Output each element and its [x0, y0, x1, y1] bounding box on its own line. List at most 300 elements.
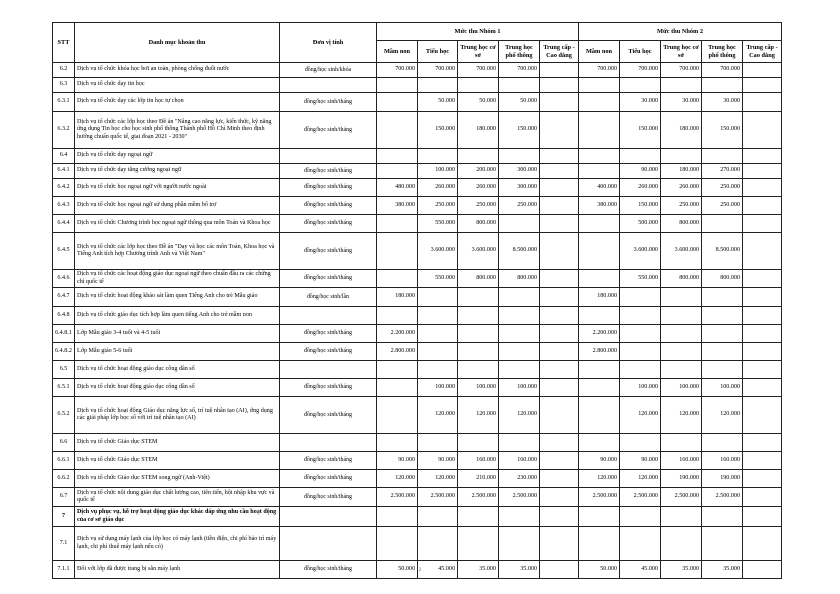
row-fee-group-1: 200.000 [458, 164, 499, 179]
row-stt: 7.1.1 [53, 561, 75, 579]
table-row [53, 527, 782, 561]
row-fee-group-2 [743, 343, 782, 361]
header-level-g1: Trung cấp - Cao đẳng [540, 41, 579, 63]
row-fee-group-1: 550.000 [418, 270, 458, 288]
row-fee-group-2 [620, 507, 661, 527]
row-fee-group-2 [743, 325, 782, 343]
row-stt: 6.4.2 [53, 179, 75, 197]
row-name: Dịch vụ tổ chức học ngoại ngữ với người nước ngoài [75, 179, 280, 197]
table-row [53, 93, 782, 112]
row-fee-group-2 [579, 78, 620, 93]
row-stt: 6.4.8.1 [53, 325, 75, 343]
row-stt: 6.4.7 [53, 288, 75, 307]
row-fee-group-2: 100.000 [702, 379, 743, 397]
row-stt: 6.4.4 [53, 215, 75, 233]
row-fee-group-1 [540, 307, 579, 325]
row-fee-group-1: 2.500.000 [377, 488, 418, 507]
row-fee-group-2: 35.000 [702, 561, 743, 579]
row-fee-group-1: 2.800.000 [377, 343, 418, 361]
row-fee-group-1 [540, 63, 579, 78]
row-fee-group-2 [661, 434, 702, 452]
row-fee-group-2: 120.000 [661, 397, 702, 434]
row-fee-group-1 [458, 361, 499, 379]
row-fee-group-1 [540, 470, 579, 488]
row-fee-group-1 [458, 149, 499, 164]
row-unit: đồng/học sinh/lần [280, 288, 377, 307]
row-fee-group-1: 35.000 [458, 561, 499, 579]
row-fee-group-2: 190.000 [702, 470, 743, 488]
row-fee-group-1 [499, 78, 540, 93]
row-fee-group-2: 180.000 [579, 288, 620, 307]
row-fee-group-1: 100.000 [458, 379, 499, 397]
header-name: Danh mục khoản thu [75, 23, 280, 63]
row-fee-group-2: 120.000 [702, 397, 743, 434]
table-row [53, 397, 782, 434]
row-fee-group-1 [499, 307, 540, 325]
row-fee-group-1: 230.000 [499, 470, 540, 488]
row-fee-group-2: 250.000 [702, 179, 743, 197]
row-fee-group-1 [458, 507, 499, 527]
row-fee-group-2: 35.000 [661, 561, 702, 579]
row-fee-group-2: 90.000 [579, 452, 620, 470]
row-fee-group-2: 250.000 [702, 197, 743, 215]
row-fee-group-2: 3.600.000 [661, 233, 702, 270]
row-fee-group-1 [540, 197, 579, 215]
row-fee-group-2 [702, 361, 743, 379]
row-unit: đồng/học sinh/tháng [280, 343, 377, 361]
row-fee-group-1 [377, 215, 418, 233]
row-fee-group-2 [579, 397, 620, 434]
row-fee-group-2: 90.000 [620, 164, 661, 179]
row-fee-group-2 [661, 325, 702, 343]
row-fee-group-1 [540, 527, 579, 561]
row-fee-group-2: 270.000 [702, 164, 743, 179]
row-fee-group-2: 2.500.000 [620, 488, 661, 507]
row-fee-group-2 [702, 527, 743, 561]
row-fee-group-1: 120.000 [458, 397, 499, 434]
row-fee-group-1: 260.000 [458, 179, 499, 197]
row-unit: đồng/học sinh/tháng [280, 164, 377, 179]
row-fee-group-2 [743, 288, 782, 307]
row-fee-group-2: 3.600.000 [620, 233, 661, 270]
row-fee-group-2: 30.000 [661, 93, 702, 112]
page-number: 2 [418, 568, 422, 573]
row-fee-group-1: 250.000 [499, 197, 540, 215]
table-row [53, 452, 782, 470]
header-group-1: Mức thu Nhóm 1 [377, 23, 579, 41]
row-name: Dịch vụ tổ chức Giáo dục STEM [75, 452, 280, 470]
row-stt: 6.3.1 [53, 93, 75, 112]
row-fee-group-1 [499, 325, 540, 343]
row-fee-group-1: 100.000 [499, 379, 540, 397]
row-fee-group-2 [620, 434, 661, 452]
header-level-g2: Trung học phổ thông [702, 41, 743, 63]
row-fee-group-2 [743, 149, 782, 164]
row-fee-group-1 [499, 149, 540, 164]
row-fee-group-2: 120.000 [620, 397, 661, 434]
row-unit: đồng/học sinh/tháng [280, 112, 377, 149]
header-unit: Đơn vị tính [280, 23, 377, 63]
row-fee-group-2 [620, 361, 661, 379]
header-level-g2: Trung cấp - Cao đẳng [743, 41, 782, 63]
row-stt: 6.4.6 [53, 270, 75, 288]
row-fee-group-1 [418, 434, 458, 452]
row-fee-group-2 [743, 507, 782, 527]
row-fee-group-1: 2.500.000 [499, 488, 540, 507]
row-fee-group-2 [702, 307, 743, 325]
table-row [53, 379, 782, 397]
row-name: Dịch vụ tổ chức hoạt động khảo sát làm quen Tiếng Anh cho trẻ Mẫu giáo [75, 288, 280, 307]
table-row [53, 63, 782, 78]
row-fee-group-1 [540, 379, 579, 397]
row-fee-group-2 [743, 78, 782, 93]
table-row [53, 361, 782, 379]
row-fee-group-2 [743, 397, 782, 434]
header-level-g1: Mầm non [377, 41, 418, 63]
row-fee-group-1 [540, 215, 579, 233]
row-name: Dịch vụ tổ chức Giáo dục STEM [75, 434, 280, 452]
row-name: Dịch vụ tổ chức hoạt động giáo dục công dân số [75, 361, 280, 379]
row-fee-group-2: 2.800.000 [579, 343, 620, 361]
row-name: Dịch vụ tổ chức giáo dục tích hợp làm quen tiếng Anh cho trẻ mầm non [75, 307, 280, 325]
row-fee-group-1: 250.000 [458, 197, 499, 215]
row-fee-group-1: 8.500.000 [499, 233, 540, 270]
row-fee-group-2: 700.000 [579, 63, 620, 78]
row-fee-group-2: 50.000 [579, 561, 620, 579]
row-fee-group-1 [540, 507, 579, 527]
row-fee-group-2: 30.000 [620, 93, 661, 112]
row-stt: 6.3 [53, 78, 75, 93]
row-fee-group-2 [743, 112, 782, 149]
row-fee-group-1 [540, 288, 579, 307]
row-fee-group-1: 2.200.000 [377, 325, 418, 343]
row-fee-group-2 [579, 307, 620, 325]
table-row [53, 112, 782, 149]
table-row [53, 470, 782, 488]
row-name: Dịch vụ phục vụ, hỗ trợ hoạt động giáo dục khác đáp ứng nhu cầu hoạt động của cơ sở giáo dục [75, 507, 280, 527]
row-fee-group-1 [499, 288, 540, 307]
row-fee-group-1: 180.000 [377, 288, 418, 307]
row-fee-group-1 [418, 507, 458, 527]
table-row [53, 270, 782, 288]
row-stt: 6.6.2 [53, 470, 75, 488]
row-fee-group-2 [579, 507, 620, 527]
row-fee-group-1: 50.000 [418, 93, 458, 112]
row-fee-group-1 [458, 288, 499, 307]
table-row [53, 307, 782, 325]
row-stt: 7.1 [53, 527, 75, 561]
row-fee-group-2 [620, 343, 661, 361]
row-stt: 6.4.8 [53, 307, 75, 325]
row-fee-group-2 [702, 507, 743, 527]
row-fee-group-2: 260.000 [661, 179, 702, 197]
row-fee-group-1 [540, 233, 579, 270]
row-fee-group-1 [458, 527, 499, 561]
row-fee-group-2: 100.000 [661, 379, 702, 397]
row-fee-group-2 [743, 63, 782, 78]
header-stt: STT [53, 23, 75, 63]
row-fee-group-2: 800.000 [702, 270, 743, 288]
row-fee-group-2 [743, 379, 782, 397]
row-fee-group-1 [540, 397, 579, 434]
row-fee-group-2: 120.000 [579, 470, 620, 488]
row-fee-group-1 [377, 78, 418, 93]
row-stt: 6.5.1 [53, 379, 75, 397]
row-unit: đồng/học sinh/tháng [280, 561, 377, 579]
row-stt: 6.6.1 [53, 452, 75, 470]
row-fee-group-2: 2.500.000 [702, 488, 743, 507]
row-fee-group-2: 150.000 [620, 112, 661, 149]
row-fee-group-2 [579, 379, 620, 397]
row-fee-group-1: 700.000 [418, 63, 458, 78]
row-fee-group-2: 190.000 [661, 470, 702, 488]
row-fee-group-1 [458, 343, 499, 361]
row-fee-group-1 [540, 270, 579, 288]
row-stt: 7 [53, 507, 75, 527]
row-fee-group-1 [377, 112, 418, 149]
row-fee-group-1: 160.000 [499, 452, 540, 470]
table-row [53, 233, 782, 270]
row-unit [280, 527, 377, 561]
table-row [53, 488, 782, 507]
row-unit: đồng/học sinh/tháng [280, 197, 377, 215]
row-fee-group-1 [377, 270, 418, 288]
row-fee-group-1: 700.000 [499, 63, 540, 78]
row-name: Dịch vụ tổ chức các lớp học theo Đề án "Dạy và học các môn Toán, Khoa học và Tiếng Anh tích hợp Chương trình Anh và Việt Nam" [75, 233, 280, 270]
row-stt: 6.2 [53, 63, 75, 78]
row-unit: đồng/học sinh/tháng [280, 488, 377, 507]
row-fee-group-1: 800.000 [458, 215, 499, 233]
row-fee-group-2 [743, 179, 782, 197]
row-fee-group-2 [661, 527, 702, 561]
row-fee-group-1 [540, 488, 579, 507]
row-fee-group-1: 50.000 [377, 561, 418, 579]
row-name: Dịch vụ tổ chức hoạt động giáo dục công dân số [75, 379, 280, 397]
row-fee-group-2 [579, 93, 620, 112]
row-fee-group-1 [418, 343, 458, 361]
row-name: Dịch vụ tổ chức dạy các lớp tin học tự chọn [75, 93, 280, 112]
row-fee-group-1 [418, 78, 458, 93]
row-stt: 6.4.5 [53, 233, 75, 270]
row-unit [280, 149, 377, 164]
row-fee-group-2: 90.000 [620, 452, 661, 470]
row-fee-group-1 [540, 164, 579, 179]
table-row [53, 197, 782, 215]
row-fee-group-2 [743, 488, 782, 507]
row-stt: 6.4.3 [53, 197, 75, 215]
row-stt: 6.4 [53, 149, 75, 164]
row-fee-group-2 [702, 215, 743, 233]
row-fee-group-2 [579, 215, 620, 233]
row-stt: 6.5.2 [53, 397, 75, 434]
row-fee-group-2: 700.000 [661, 63, 702, 78]
row-fee-group-2 [620, 149, 661, 164]
row-fee-group-2 [743, 93, 782, 112]
row-fee-group-2 [579, 270, 620, 288]
row-stt: 6.4.8.2 [53, 343, 75, 361]
row-unit [280, 434, 377, 452]
row-name: Dịch vụ tổ chức nội dung giáo dục chất lượng cao, tiên tiến, hội nhập khu vực và quốc tế [75, 488, 280, 507]
table-row [53, 78, 782, 93]
row-fee-group-2: 550.000 [620, 270, 661, 288]
row-fee-group-1: 3.600.000 [458, 233, 499, 270]
row-fee-group-1 [458, 325, 499, 343]
row-name: Dịch vụ tổ chức các lớp học theo Đề án "Nâng cao năng lực, kiến thức, kỹ năng ứng dụng Tin học cho học sinh phổ thông Thành phố Hồ Chí Minh theo định hướng chuẩn quốc tế, giai đoạn 2021 - 2030" [75, 112, 280, 149]
row-fee-group-1 [377, 397, 418, 434]
row-fee-group-2: 700.000 [620, 63, 661, 78]
row-fee-group-1 [499, 527, 540, 561]
header-level-g2: Trung học cơ sở [661, 41, 702, 63]
row-fee-group-2 [743, 452, 782, 470]
row-unit: đồng/học sinh/tháng [280, 270, 377, 288]
row-fee-group-2: 2.500.000 [661, 488, 702, 507]
row-fee-group-2: 150.000 [702, 112, 743, 149]
row-fee-group-2 [661, 78, 702, 93]
row-fee-group-1 [540, 149, 579, 164]
row-name: Dịch vụ sử dụng máy lạnh của lớp học có máy lạnh (tiền điện, chi phí bảo trì máy lạnh, chi phí thuê máy lạnh nếu có) [75, 527, 280, 561]
row-fee-group-1 [377, 164, 418, 179]
row-name: Lớp Mẫu giáo 5-6 tuổi [75, 343, 280, 361]
row-fee-group-1 [377, 361, 418, 379]
row-name: Dịch vụ tổ chức khóa học bơi an toàn, phòng chống đuối nước [75, 63, 280, 78]
table-row [53, 149, 782, 164]
table-row [53, 325, 782, 343]
row-name: Lớp Mẫu giáo 3-4 tuổi và 4-5 tuổi [75, 325, 280, 343]
row-fee-group-1 [377, 93, 418, 112]
row-fee-group-1 [418, 149, 458, 164]
row-unit: đồng/học sinh/tháng [280, 397, 377, 434]
row-fee-group-1 [499, 215, 540, 233]
table-row [53, 164, 782, 179]
row-fee-group-1: 800.000 [499, 270, 540, 288]
row-fee-group-1: 100.000 [418, 164, 458, 179]
row-fee-group-1 [540, 361, 579, 379]
row-fee-group-2 [579, 233, 620, 270]
row-fee-group-2 [702, 288, 743, 307]
row-fee-group-1: 90.000 [377, 452, 418, 470]
row-fee-group-1 [540, 78, 579, 93]
row-fee-group-1 [458, 434, 499, 452]
row-fee-group-1: 90.000 [418, 452, 458, 470]
row-fee-group-2 [579, 164, 620, 179]
row-fee-group-1: 700.000 [377, 63, 418, 78]
row-fee-group-1 [458, 307, 499, 325]
row-fee-group-2 [702, 325, 743, 343]
row-fee-group-1: 800.000 [458, 270, 499, 288]
row-fee-group-1: 550.000 [418, 215, 458, 233]
row-fee-group-2: 150.000 [620, 197, 661, 215]
row-fee-group-2 [743, 233, 782, 270]
row-stt: 6.7 [53, 488, 75, 507]
row-name: Dịch vụ tổ chức học ngoại ngữ sử dụng phần mềm bổ trợ [75, 197, 280, 215]
row-fee-group-1 [540, 112, 579, 149]
row-fee-group-1 [540, 434, 579, 452]
row-fee-group-2 [702, 78, 743, 93]
row-fee-group-1: 120.000 [377, 470, 418, 488]
table-header [53, 23, 782, 63]
row-fee-group-2: 160.000 [702, 452, 743, 470]
row-fee-group-1: 100.000 [418, 379, 458, 397]
table-row [53, 215, 782, 233]
row-unit: đồng/học sinh/tháng [280, 325, 377, 343]
row-fee-group-2 [743, 270, 782, 288]
row-fee-group-2: 260.000 [620, 179, 661, 197]
header-level-g1: Trung học phổ thông [499, 41, 540, 63]
row-fee-group-1 [458, 78, 499, 93]
row-unit: đồng/học sinh/tháng [280, 379, 377, 397]
row-fee-group-2: 8.500.000 [702, 233, 743, 270]
table-row [53, 179, 782, 197]
header-level-g1: Tiểu học [418, 41, 458, 63]
fee-table [52, 22, 782, 579]
row-fee-group-1: 250.000 [418, 197, 458, 215]
table-row [53, 288, 782, 307]
header-level-g1: Trung học cơ sở [458, 41, 499, 63]
row-fee-group-1: 120.000 [418, 470, 458, 488]
row-fee-group-1 [499, 361, 540, 379]
row-fee-group-2 [661, 288, 702, 307]
row-fee-group-2: 800.000 [661, 215, 702, 233]
row-fee-group-2: 400.000 [579, 179, 620, 197]
row-fee-group-2 [743, 434, 782, 452]
table-row [53, 507, 782, 527]
row-fee-group-1 [540, 343, 579, 361]
row-fee-group-2 [661, 507, 702, 527]
row-fee-group-1 [377, 307, 418, 325]
row-fee-group-2 [743, 197, 782, 215]
row-fee-group-1: 380.000 [377, 197, 418, 215]
row-fee-group-2: 2.500.000 [579, 488, 620, 507]
row-fee-group-1 [540, 179, 579, 197]
row-fee-group-1 [377, 379, 418, 397]
row-fee-group-2 [743, 361, 782, 379]
row-fee-group-1: 180.000 [458, 112, 499, 149]
row-fee-group-1 [540, 325, 579, 343]
row-fee-group-2: 45.000 [620, 561, 661, 579]
row-fee-group-1: 35.000 [499, 561, 540, 579]
row-fee-group-2 [620, 527, 661, 561]
row-fee-group-2: 2.200.000 [579, 325, 620, 343]
row-fee-group-1 [499, 343, 540, 361]
row-unit: đồng/học sinh/tháng [280, 179, 377, 197]
row-fee-group-2 [579, 361, 620, 379]
row-fee-group-2 [661, 361, 702, 379]
row-fee-group-1: 160.000 [458, 452, 499, 470]
row-fee-group-1: 150.000 [499, 112, 540, 149]
row-fee-group-1: 3.600.000 [418, 233, 458, 270]
row-fee-group-1 [418, 527, 458, 561]
header-group-2: Mức thu Nhóm 2 [579, 23, 782, 41]
row-unit: đồng/học sinh/tháng [280, 452, 377, 470]
row-fee-group-1 [377, 507, 418, 527]
row-name: Dịch vụ tổ chức Giáo dục STEM song ngữ (Anh-Việt) [75, 470, 280, 488]
row-fee-group-1 [418, 325, 458, 343]
row-stt: 6.4.1 [53, 164, 75, 179]
row-unit: đồng/học sinh/tháng [280, 215, 377, 233]
row-fee-group-1 [377, 434, 418, 452]
row-fee-group-1: 120.000 [418, 397, 458, 434]
row-fee-group-1 [418, 361, 458, 379]
row-fee-group-2 [743, 215, 782, 233]
row-fee-group-1 [499, 434, 540, 452]
row-fee-group-2 [620, 325, 661, 343]
row-fee-group-1: 120.000 [499, 397, 540, 434]
row-fee-group-1 [377, 149, 418, 164]
row-fee-group-1: 210.000 [458, 470, 499, 488]
row-fee-group-1 [499, 507, 540, 527]
table-row [53, 343, 782, 361]
row-fee-group-2 [579, 149, 620, 164]
